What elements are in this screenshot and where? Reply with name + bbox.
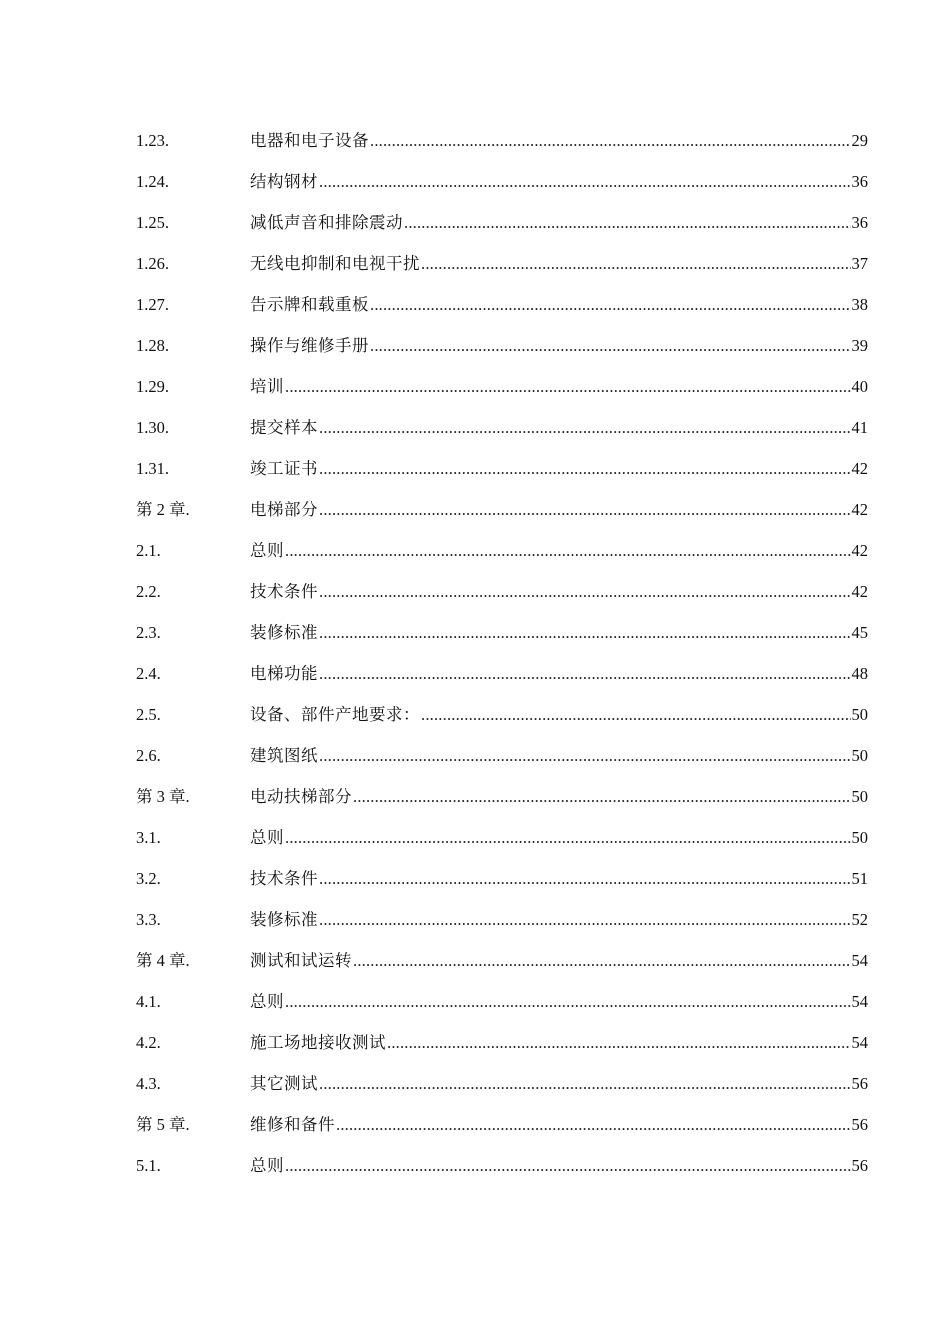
toc-entry-number: 1.30. [136, 418, 169, 437]
toc-dot-leader [285, 530, 851, 571]
toc-entry-number: 5.1. [136, 1156, 161, 1175]
toc-entry-number: 1.26. [136, 254, 169, 273]
toc-entry[interactable] [136, 899, 868, 940]
toc-entry-number: 1.28. [136, 336, 169, 355]
toc-entry-title: 建筑图纸 [250, 746, 318, 765]
toc-dot-leader [285, 1145, 851, 1186]
toc-entry-number: 3.1. [136, 828, 161, 847]
toc-entry-page-number: 50 [851, 746, 868, 765]
toc-entry-page-number: 56 [851, 1156, 868, 1175]
toc-dot-leader [319, 735, 851, 776]
toc-entry-page-number: 50 [851, 705, 868, 724]
toc-entry-page-number: 38 [851, 295, 868, 314]
toc-dot-leader [319, 571, 851, 612]
toc-dot-leader [285, 981, 851, 1022]
toc-entry[interactable] [136, 735, 868, 776]
toc-entry[interactable] [136, 1063, 868, 1104]
toc-entry[interactable] [136, 981, 868, 1022]
toc-entry-number: 1.27. [136, 295, 169, 314]
toc-entry-page-number: 52 [851, 910, 868, 929]
toc-entry[interactable] [136, 448, 868, 489]
toc-entry-title: 其它测试 [250, 1074, 318, 1093]
toc-entry[interactable] [136, 120, 868, 161]
table-of-contents [136, 120, 868, 1186]
toc-entry-page-number: 39 [851, 336, 868, 355]
toc-entry-number: 第 4 章. [136, 951, 190, 970]
toc-entry[interactable] [136, 776, 868, 817]
toc-entry-number: 1.23. [136, 131, 169, 150]
toc-entry[interactable] [136, 858, 868, 899]
toc-dot-leader [319, 899, 851, 940]
toc-entry-page-number: 48 [851, 664, 868, 683]
toc-entry-number: 4.2. [136, 1033, 161, 1052]
toc-entry-number: 1.29. [136, 377, 169, 396]
toc-entry-number: 2.6. [136, 746, 161, 765]
toc-dot-leader [319, 858, 851, 899]
toc-entry-page-number: 42 [851, 582, 868, 601]
toc-entry-number: 1.25. [136, 213, 169, 232]
toc-entry-title: 总则 [250, 828, 284, 847]
toc-entry[interactable] [136, 940, 868, 981]
toc-entry-title: 竣工证书 [250, 459, 318, 478]
toc-entry-number: 第 5 章. [136, 1115, 190, 1134]
toc-entry-number: 2.4. [136, 664, 161, 683]
toc-entry-title: 结构钢材 [250, 172, 318, 191]
toc-entry[interactable] [136, 817, 868, 858]
toc-dot-leader [404, 202, 851, 243]
toc-dot-leader [319, 489, 851, 530]
toc-entry-title: 电器和电子设备 [250, 131, 369, 150]
toc-entry-number: 第 3 章. [136, 787, 190, 806]
toc-entry-page-number: 51 [851, 869, 868, 888]
toc-entry[interactable] [136, 161, 868, 202]
toc-entry-number: 4.3. [136, 1074, 161, 1093]
toc-entry-page-number: 54 [851, 1033, 868, 1052]
toc-dot-leader [370, 325, 851, 366]
toc-entry-page-number: 50 [851, 828, 868, 847]
toc-entry-page-number: 42 [851, 500, 868, 519]
toc-entry[interactable] [136, 489, 868, 530]
toc-entry-page-number: 36 [851, 172, 868, 191]
toc-entry-number: 1.31. [136, 459, 169, 478]
toc-entry[interactable] [136, 1104, 868, 1145]
toc-entry-page-number: 54 [851, 951, 868, 970]
toc-entry-title: 总则 [250, 992, 284, 1011]
toc-entry-number: 2.2. [136, 582, 161, 601]
toc-entry-number: 2.5. [136, 705, 161, 724]
toc-dot-leader [353, 776, 851, 817]
toc-dot-leader [319, 407, 851, 448]
toc-entry[interactable] [136, 407, 868, 448]
toc-entry[interactable] [136, 612, 868, 653]
toc-dot-leader [319, 161, 851, 202]
toc-entry[interactable] [136, 694, 868, 735]
toc-entry-page-number: 45 [851, 623, 868, 642]
toc-entry-title: 总则 [250, 1156, 284, 1175]
toc-entry-number: 2.1. [136, 541, 161, 560]
toc-entry-title: 提交样本 [250, 418, 318, 437]
toc-dot-leader [319, 612, 851, 653]
toc-entry-title: 电梯部分 [250, 500, 318, 519]
toc-entry-title: 电动扶梯部分 [250, 787, 352, 806]
toc-dot-leader [285, 817, 851, 858]
toc-entry-number: 3.3. [136, 910, 161, 929]
toc-entry-title: 维修和备件 [250, 1115, 335, 1134]
toc-entry-page-number: 42 [851, 541, 868, 560]
toc-entry-number: 4.1. [136, 992, 161, 1011]
toc-entry[interactable] [136, 653, 868, 694]
toc-entry-title: 减低声音和排除震动 [250, 213, 403, 232]
toc-entry-title: 无线电抑制和电视干扰 [250, 254, 420, 273]
toc-entry-page-number: 56 [851, 1115, 868, 1134]
toc-dot-leader [421, 243, 851, 284]
toc-dot-leader [319, 1063, 851, 1104]
toc-entry-page-number: 41 [851, 418, 868, 437]
toc-entry-page-number: 40 [851, 377, 868, 396]
toc-entry-page-number: 29 [851, 131, 868, 150]
toc-entry[interactable] [136, 1022, 868, 1063]
toc-entry-page-number: 50 [851, 787, 868, 806]
toc-dot-leader [319, 448, 851, 489]
toc-entry-title: 电梯功能 [250, 664, 318, 683]
toc-entry[interactable] [136, 284, 868, 325]
toc-entry-title: 测试和试运转 [250, 951, 352, 970]
toc-entry-number: 2.3. [136, 623, 161, 642]
toc-entry-page-number: 42 [851, 459, 868, 478]
toc-entry[interactable] [136, 1145, 868, 1186]
toc-entry-title: 告示牌和载重板 [250, 295, 369, 314]
toc-entry-title: 技术条件 [250, 582, 318, 601]
toc-dot-leader [285, 366, 851, 407]
toc-entry-page-number: 37 [851, 254, 868, 273]
toc-entry-number: 1.24. [136, 172, 169, 191]
toc-entry-page-number: 54 [851, 992, 868, 1011]
toc-entry-title: 技术条件 [250, 869, 318, 888]
toc-entry[interactable] [136, 202, 868, 243]
toc-dot-leader [421, 694, 851, 735]
toc-entry-title: 总则 [250, 541, 284, 560]
toc-entry[interactable] [136, 530, 868, 571]
toc-entry-number: 3.2. [136, 869, 161, 888]
toc-entry-page-number: 36 [851, 213, 868, 232]
toc-entry-title: 装修标准 [250, 910, 318, 929]
toc-dot-leader [370, 284, 851, 325]
toc-entry[interactable] [136, 243, 868, 284]
toc-entry[interactable] [136, 325, 868, 366]
toc-entry-number: 第 2 章. [136, 500, 190, 519]
toc-entry[interactable] [136, 366, 868, 407]
toc-dot-leader [387, 1022, 851, 1063]
toc-entry-title: 设备、部件产地要求： [250, 705, 420, 724]
toc-entry[interactable] [136, 571, 868, 612]
toc-entry-title: 培训 [250, 377, 284, 396]
toc-entry-title: 操作与维修手册 [250, 336, 369, 355]
toc-entry-title: 施工场地接收测试 [250, 1033, 386, 1052]
toc-dot-leader [353, 940, 851, 981]
toc-entry-page-number: 56 [851, 1074, 868, 1093]
toc-dot-leader [336, 1104, 851, 1145]
toc-dot-leader [370, 120, 851, 161]
toc-dot-leader [319, 653, 851, 694]
toc-entry-title: 装修标准 [250, 623, 318, 642]
